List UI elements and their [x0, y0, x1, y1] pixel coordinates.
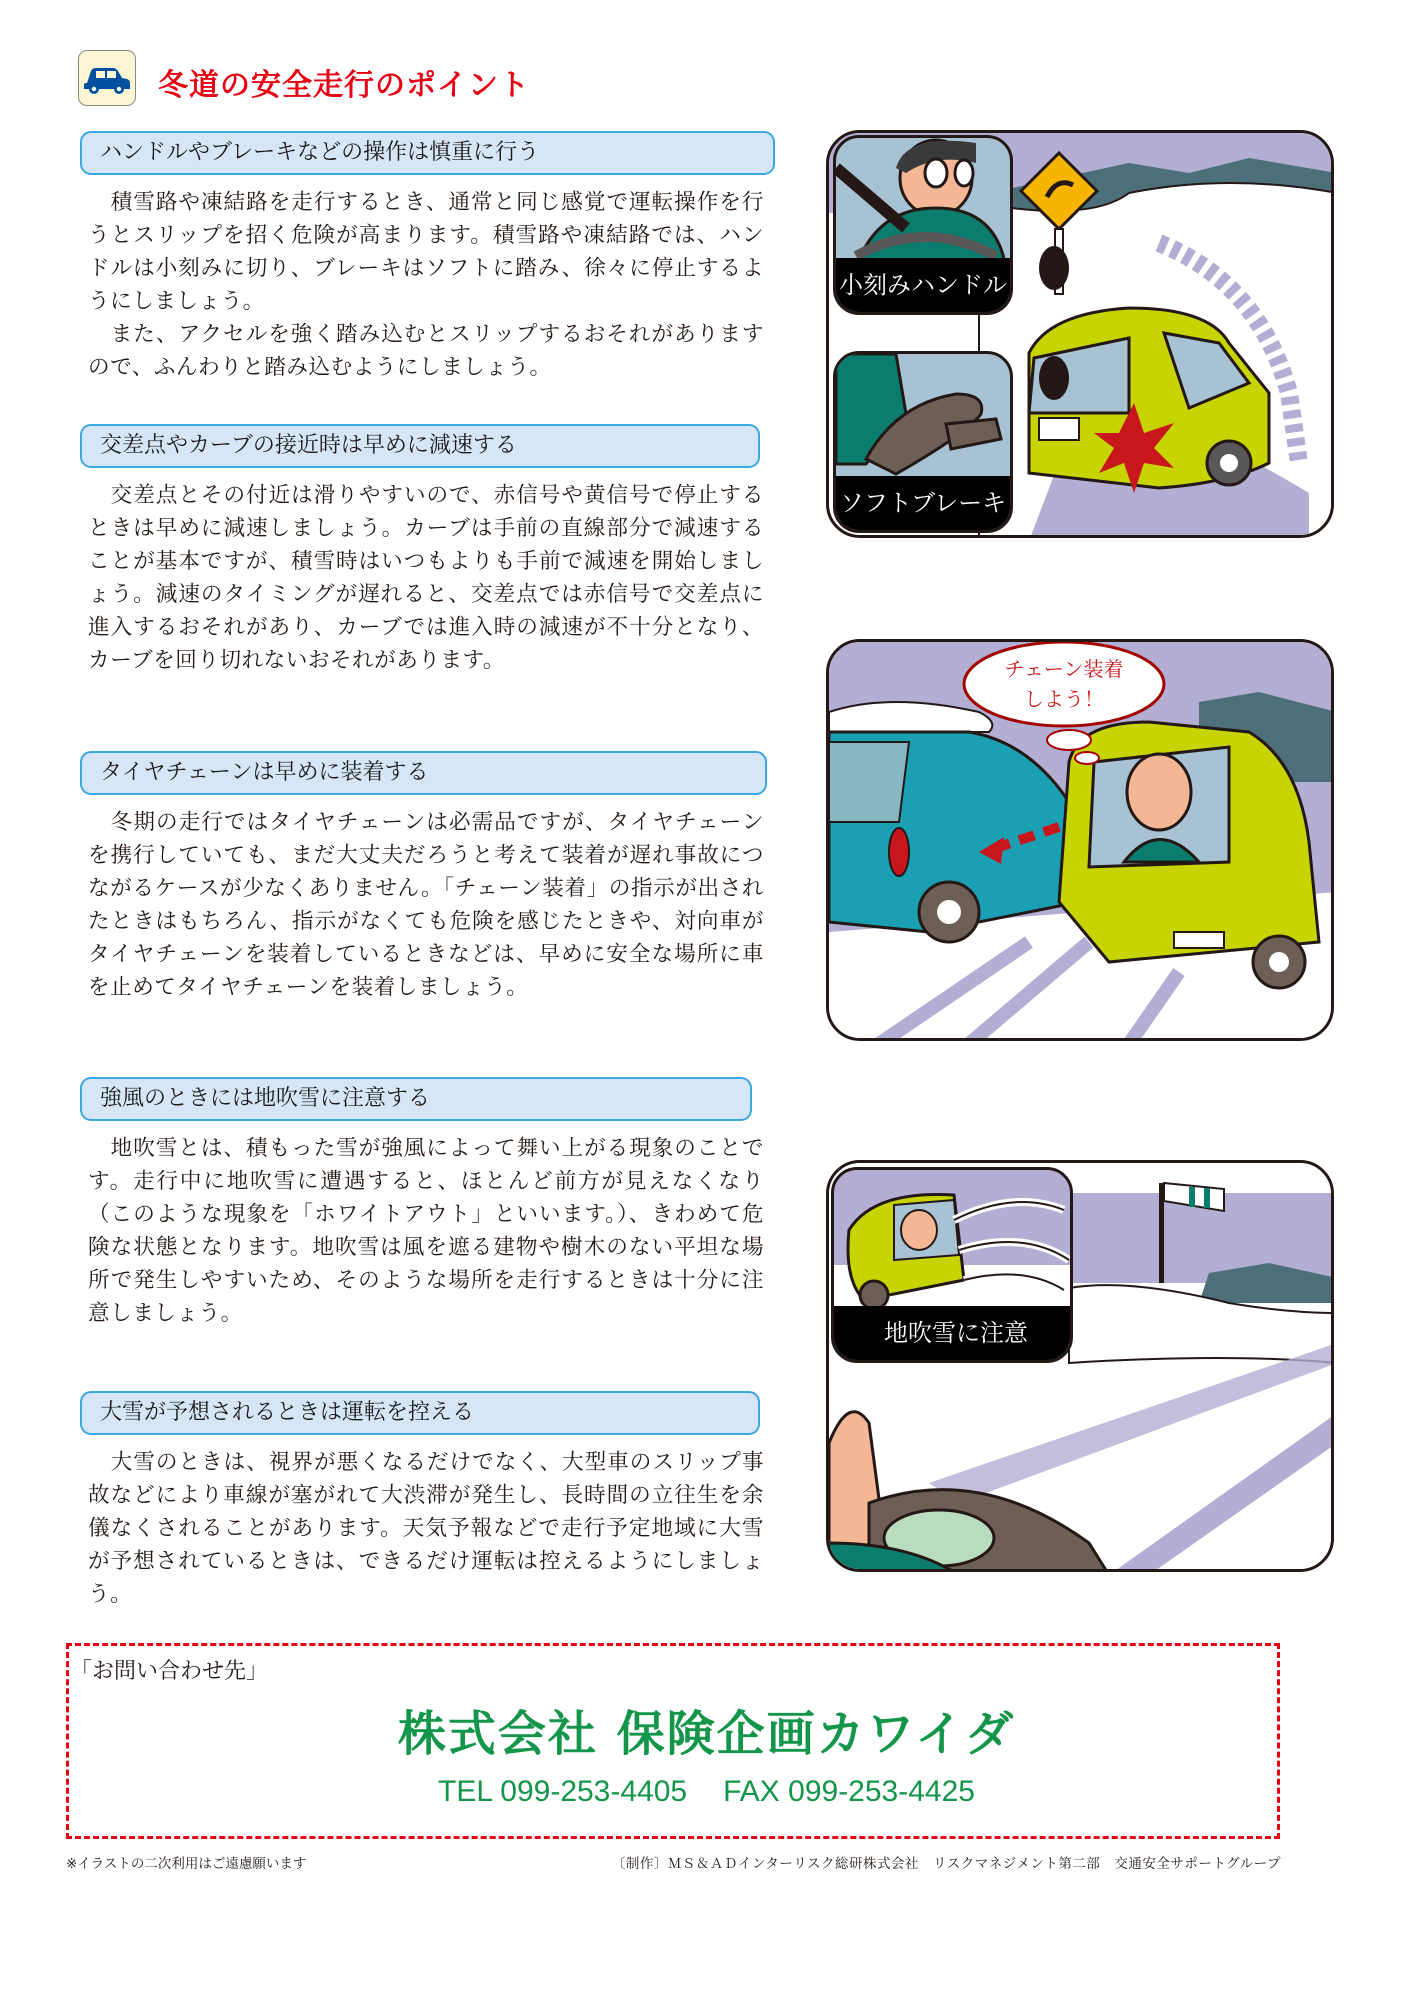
section-heading-ground-blizzard: 強風のときには地吹雪に注意する [80, 1077, 752, 1121]
inset-ground-blizzard-warning [831, 1167, 1073, 1363]
inset-label: 小刻みハンドル [836, 258, 1010, 312]
contact-label: 「お問い合わせ先」 [70, 1659, 269, 1684]
fax-number: FAX 099-253-4425 [723, 1775, 975, 1808]
speech-bubble-line-2: しよう！ [1024, 687, 1104, 711]
page-title: 冬道の安全走行のポイント [158, 68, 530, 103]
section-body-heavy-snow [88, 1446, 764, 1611]
paragraph: 交差点とその付近は滑りやすいので、赤信号や黄信号で停止するときは早めに減速しましょう。カーブは手前の直線部分で減速することが基本ですが、積雪時はいつもよりも手前で減速を開始しましょう。減速のタイミングが遅れると、交差点では赤信号で交差点に進入するおそれがあり、カーブでは進入時の減速が不十分となり、カーブを回り切れないおそれがあります。 [88, 483, 764, 673]
paragraph: 冬期の走行ではタイヤチェーンは必需品ですが、タイヤチェーンを携行していても、まだ大丈夫だろうと考えて装着が遅れ事故につながるケースが少なくありません。「チェーン装着」の指示が出されたときはもちろん、指示がなくても危険を感じたときや、対向車がタイヤチェーンを装着しているときなどは、早めに安全な場所に車を止めてタイヤチェーンを装着しましょう。 [88, 810, 764, 1000]
section-heading-tire-chains: タイヤチェーンは早めに装着する [80, 751, 767, 795]
paragraph: 地吹雪とは、積もった雪が強風によって舞い上がる現象のことです。走行中に地吹雪に遭遇すると、ほとんど前方が見えなくなり（このような現象を「ホワイトアウト」といいます。）、きわめて危険な状態となります。地吹雪は風を遮る建物や樹木のない平坦な場所で発生しやすいため、そのような場所を走行するときは十分に注意しましょう。 [88, 1136, 764, 1326]
illustration-tire-chains [826, 639, 1334, 1041]
contact-numbers [0, 1775, 1413, 1809]
section-heading-steering-braking: ハンドルやブレーキなどの操作は慎重に行う [80, 131, 775, 175]
tel-number: TEL 099-253-4405 [438, 1775, 688, 1808]
section-body-tire-chains [88, 806, 764, 1004]
section-heading-intersection-curve: 交差点やカーブの接近時は早めに減速する [80, 424, 760, 468]
car-in-blizzard-icon [834, 1170, 1072, 1310]
illustration-usage-note: ※イラストの二次利用はご遠慮願います [66, 1856, 307, 1872]
paragraph: 大雪のときは、視界が悪くなるだけでなく、大型車のスリップ事故などにより車線が塞がれて大渋滞が発生し、長時間の立往生を余儀なくされることがあります。天気予報などで走行予定地域に大雪が予想されているときは、できるだけ運転は控えるようにしましょう。 [88, 1450, 764, 1607]
company-name: 株式会社 保険企画カワイダ [397, 1706, 1016, 1762]
illustration-skidding-car [826, 130, 1334, 538]
section-heading-heavy-snow: 大雪が予想されるときは運転を控える [80, 1391, 760, 1435]
section-body-steering-braking [88, 186, 764, 384]
producer-credit: 〔制作〕ＭＳ＆ＡＤインターリスク総研株式会社 リスクマネジメント第二部 交通安全サポートグループ [611, 1856, 1281, 1872]
inset-label: ソフトブレーキ [836, 476, 1010, 530]
car-icon [79, 51, 134, 104]
speech-bubble-line-1: チェーン装着 [1004, 657, 1124, 681]
car-icon-badge [78, 50, 136, 106]
foot-brake-icon [836, 354, 1012, 484]
illustration-ground-blizzard [826, 1160, 1334, 1572]
inset-label: 地吹雪に注意 [834, 1306, 1070, 1360]
inset-soft-brake [833, 351, 1013, 533]
inset-small-steering [833, 135, 1013, 315]
section-body-intersection-curve [88, 479, 764, 677]
driver-steering-icon [836, 138, 1012, 268]
paragraph: また、アクセルを強く踏み込むとスリップするおそれがありますので、ふんわりと踏み込むようにしましょう。 [88, 322, 764, 380]
section-body-ground-blizzard [88, 1132, 764, 1330]
oncoming-car-scene-icon [829, 642, 1334, 1041]
paragraph: 積雪路や凍結路を走行するとき、通常と同じ感覚で運転操作を行うとスリップを招く危険が高まります。積雪路や凍結路では、ハンドルは小刻みに切り、ブレーキはソフトに踏み、徐々に停止するようにしましょう。 [88, 190, 764, 314]
